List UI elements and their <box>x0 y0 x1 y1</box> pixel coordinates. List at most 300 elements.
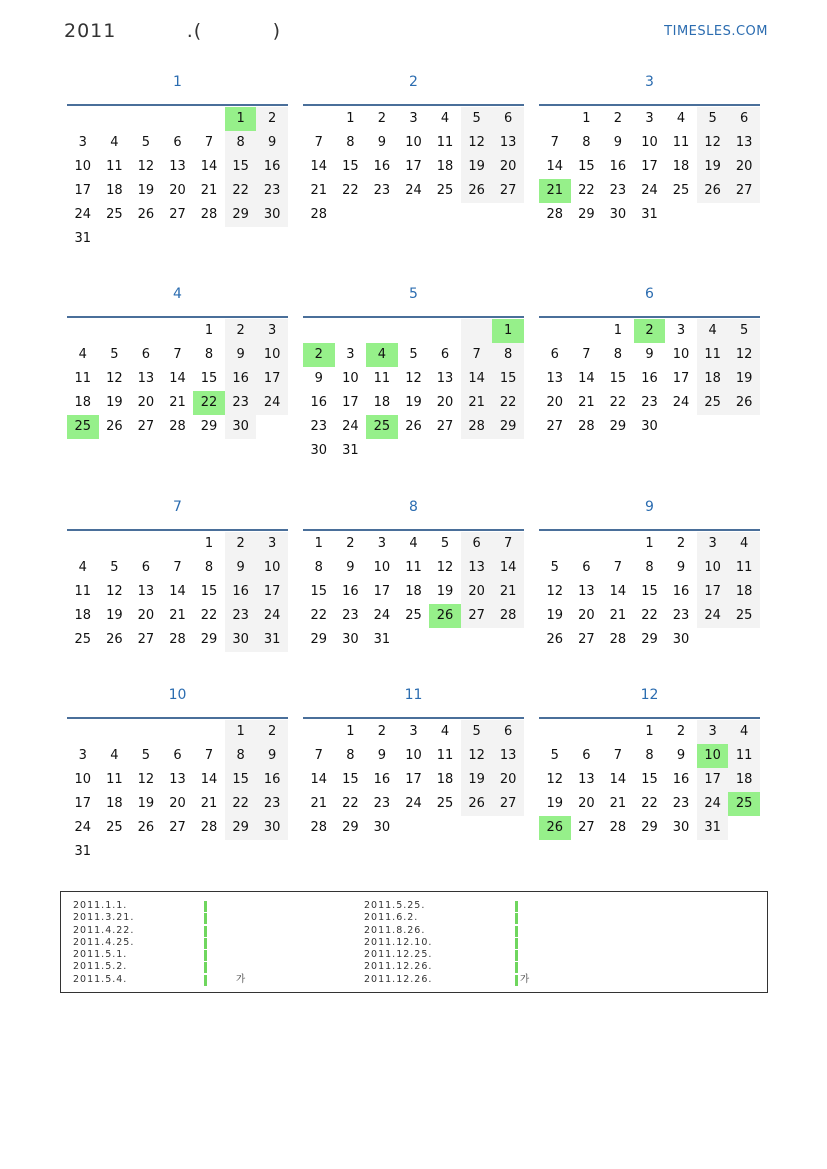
day-cell: 29 <box>609 419 627 434</box>
day-cell: 22 <box>200 608 218 623</box>
day-cell: 4 <box>728 720 760 744</box>
empty-cell <box>303 319 335 343</box>
day-cell: 29 <box>492 415 524 439</box>
day-cell: 10 <box>405 748 422 763</box>
day-grid <box>303 319 524 463</box>
empty-cell <box>602 720 634 744</box>
day-cell: 4 <box>110 135 119 150</box>
day-cell: 18 <box>697 367 729 391</box>
day-cell: 7 <box>550 135 559 150</box>
legend-column-left <box>73 900 247 986</box>
empty-cell <box>539 107 571 131</box>
day-cell: 23 <box>373 183 391 198</box>
day-cell: 14 <box>461 367 493 391</box>
day-grid <box>539 107 760 227</box>
day-cell: 26 <box>728 391 760 415</box>
day-cell: 23 <box>609 183 627 198</box>
day-cell: 18 <box>436 159 454 174</box>
day-cell: 5 <box>440 536 450 551</box>
empty-cell <box>571 720 603 744</box>
legend-marker <box>204 926 207 937</box>
day-cell: 3 <box>256 319 288 343</box>
day-cell: 31 <box>74 231 92 246</box>
day-cell: 28 <box>609 632 627 647</box>
day-cell: 13 <box>169 159 186 174</box>
empty-cell <box>335 319 367 343</box>
day-cell: 4 <box>78 347 87 362</box>
day-cell: 10 <box>256 556 288 580</box>
day-cell: 16 <box>225 367 257 391</box>
month-rule <box>67 529 288 531</box>
day-cell: 3 <box>377 536 387 551</box>
day-cell: 11 <box>373 371 391 386</box>
day-cell: 18 <box>74 395 92 410</box>
day-cell: 26 <box>461 179 493 203</box>
day-cell: 12 <box>728 343 760 367</box>
day-cell: 5 <box>110 560 119 575</box>
day-cell: 16 <box>373 772 391 787</box>
legend-marker <box>515 938 518 949</box>
month-name: 11 <box>404 687 423 703</box>
day-cell: 6 <box>141 347 151 362</box>
day-cell: 1 <box>346 111 355 126</box>
day-cell: 13 <box>436 371 454 386</box>
empty-cell <box>571 532 603 556</box>
day-cell: 6 <box>440 347 450 362</box>
day-grid <box>303 107 524 227</box>
day-cell: 22 <box>342 796 359 811</box>
legend-row <box>73 900 134 912</box>
day-cell: 15 <box>578 159 595 174</box>
day-cell: 26 <box>106 632 123 647</box>
day-cell: 21 <box>578 395 595 410</box>
day-cell: 28 <box>578 419 595 434</box>
day-cell: 14 <box>310 159 328 174</box>
day-cell: 6 <box>728 107 760 131</box>
day-cell: 25 <box>436 183 454 198</box>
day-cell: 4 <box>697 319 729 343</box>
day-cell: 19 <box>461 155 493 179</box>
empty-cell <box>571 319 603 343</box>
day-cell: 23 <box>641 395 658 410</box>
day-cell: 12 <box>106 371 123 386</box>
day-grid <box>67 319 288 439</box>
day-cell: 24 <box>405 183 422 198</box>
day-grid <box>67 107 288 251</box>
day-cell: 3 <box>409 724 418 739</box>
day-cell: 8 <box>645 748 654 763</box>
day-cell: 15 <box>225 768 257 792</box>
day-cell: 2 <box>676 724 686 739</box>
day-cell: 31 <box>342 443 359 458</box>
day-cell: 10 <box>641 135 658 150</box>
day-cell: 20 <box>169 796 186 811</box>
day-cell: 13 <box>461 556 493 580</box>
day-cell: 14 <box>200 159 218 174</box>
month-name: 9 <box>645 499 654 515</box>
legend-date: 2011.5.2. <box>73 961 128 973</box>
day-cell: 1 <box>492 319 524 343</box>
day-cell: 4 <box>366 343 398 367</box>
day-cell: 26 <box>697 179 729 203</box>
day-cell: 26 <box>137 207 155 222</box>
day-cell: 17 <box>405 772 422 787</box>
day-cell: 11 <box>697 343 729 367</box>
day-cell: 24 <box>405 796 422 811</box>
day-cell: 9 <box>225 556 257 580</box>
day-cell: 20 <box>137 608 155 623</box>
day-cell: 28 <box>200 820 218 835</box>
day-cell: 6 <box>492 107 524 131</box>
day-cell: 5 <box>461 720 493 744</box>
day-cell: 25 <box>106 207 123 222</box>
legend-date: 2011.1.1. <box>73 900 128 911</box>
day-cell: 28 <box>169 632 186 647</box>
day-cell: 11 <box>106 159 123 174</box>
day-cell: 30 <box>342 632 359 647</box>
day-cell: 1 <box>346 724 355 739</box>
day-cell: 4 <box>440 111 450 126</box>
day-cell: 24 <box>74 820 92 835</box>
empty-cell <box>162 319 194 343</box>
day-cell: 5 <box>550 560 559 575</box>
day-cell: 15 <box>609 371 627 386</box>
day-cell: 23 <box>225 391 257 415</box>
day-cell: 29 <box>200 632 218 647</box>
day-cell: 21 <box>169 608 186 623</box>
day-cell: 9 <box>225 343 257 367</box>
day-cell: 20 <box>492 155 524 179</box>
day-cell: 29 <box>225 816 257 840</box>
day-cell: 20 <box>137 395 155 410</box>
day-cell: 9 <box>676 748 686 763</box>
empty-cell <box>366 319 398 343</box>
month-name: 12 <box>640 687 659 703</box>
empty-cell <box>99 107 131 131</box>
day-cell: 29 <box>200 419 218 434</box>
day-cell: 16 <box>672 584 690 599</box>
day-cell: 23 <box>256 792 288 816</box>
day-cell: 24 <box>74 207 92 222</box>
month-5 <box>303 286 524 463</box>
day-cell: 14 <box>546 159 564 174</box>
day-cell: 29 <box>225 203 257 227</box>
day-cell: 13 <box>728 131 760 155</box>
day-cell: 14 <box>578 371 595 386</box>
month-name: 10 <box>168 687 187 703</box>
day-cell: 27 <box>492 179 524 203</box>
day-cell: 19 <box>137 796 155 811</box>
day-cell: 21 <box>310 183 328 198</box>
day-cell: 1 <box>225 107 257 131</box>
day-cell: 30 <box>609 207 627 222</box>
day-cell: 1 <box>225 720 257 744</box>
month-name: 1 <box>173 74 182 90</box>
legend-row <box>73 937 134 949</box>
day-cell: 16 <box>225 580 257 604</box>
day-cell: 18 <box>373 395 391 410</box>
empty-cell <box>162 720 194 744</box>
day-cell: 1 <box>314 536 323 551</box>
legend-marker <box>515 901 518 912</box>
day-cell: 31 <box>74 844 92 859</box>
empty-cell <box>99 319 131 343</box>
day-cell: 20 <box>436 395 454 410</box>
legend-marker <box>515 975 518 986</box>
day-cell: 31 <box>641 207 658 222</box>
legend-row <box>364 900 432 912</box>
day-cell: 20 <box>461 580 493 604</box>
day-cell: 31 <box>256 628 288 652</box>
day-cell: 17 <box>74 796 92 811</box>
legend-row <box>364 925 432 937</box>
day-cell: 15 <box>641 584 658 599</box>
day-cell: 2 <box>346 536 355 551</box>
day-cell: 15 <box>492 367 524 391</box>
day-cell: 3 <box>697 720 729 744</box>
legend-holiday-name: 가 <box>236 973 247 985</box>
month-2 <box>303 74 524 227</box>
day-cell: 13 <box>546 371 564 386</box>
day-cell: 6 <box>141 560 151 575</box>
day-cell: 5 <box>409 347 418 362</box>
day-cell: 1 <box>582 111 591 126</box>
day-cell: 12 <box>137 159 155 174</box>
day-cell: 27 <box>436 419 454 434</box>
day-cell: 17 <box>697 580 729 604</box>
day-cell: 30 <box>256 203 288 227</box>
day-cell: 17 <box>342 395 359 410</box>
day-cell: 25 <box>405 608 422 623</box>
day-cell: 23 <box>672 608 690 623</box>
legend-row <box>73 925 134 937</box>
day-cell: 22 <box>609 395 627 410</box>
day-cell: 18 <box>106 183 123 198</box>
month-name: 6 <box>645 286 654 302</box>
day-cell: 13 <box>492 744 524 768</box>
day-cell: 8 <box>492 343 524 367</box>
legend-date: 2011.4.25. <box>73 936 135 948</box>
empty-cell <box>130 532 162 556</box>
day-cell: 30 <box>225 415 257 439</box>
day-cell: 27 <box>461 604 493 628</box>
day-cell: 17 <box>256 367 288 391</box>
day-cell: 29 <box>641 632 658 647</box>
day-cell: 31 <box>373 632 391 647</box>
day-cell: 16 <box>373 159 391 174</box>
day-cell: 30 <box>256 816 288 840</box>
day-cell: 17 <box>405 159 422 174</box>
day-cell: 10 <box>256 343 288 367</box>
day-cell: 22 <box>641 608 658 623</box>
day-cell: 13 <box>169 772 186 787</box>
day-cell: 30 <box>672 820 690 835</box>
day-cell: 18 <box>405 584 422 599</box>
month-rule <box>303 316 524 318</box>
legend-marker <box>204 962 207 973</box>
month-name: 7 <box>173 499 182 515</box>
day-cell: 4 <box>78 560 87 575</box>
day-cell: 11 <box>728 744 760 768</box>
day-cell: 5 <box>697 107 729 131</box>
month-12 <box>539 687 760 840</box>
day-cell: 15 <box>641 772 658 787</box>
day-cell: 30 <box>225 628 257 652</box>
empty-cell <box>130 319 162 343</box>
day-cell: 13 <box>578 772 595 787</box>
day-cell: 10 <box>697 556 729 580</box>
day-cell: 19 <box>728 367 760 391</box>
day-cell: 5 <box>110 347 119 362</box>
day-cell: 22 <box>342 183 359 198</box>
day-cell: 27 <box>546 419 564 434</box>
legend-holiday-name: 가 <box>520 973 531 985</box>
day-cell: 19 <box>697 155 729 179</box>
day-cell: 19 <box>137 183 155 198</box>
day-grid <box>303 532 524 652</box>
day-cell: 7 <box>314 135 323 150</box>
day-cell: 18 <box>106 796 123 811</box>
day-cell: 17 <box>373 584 391 599</box>
day-cell: 10 <box>74 772 92 787</box>
day-cell: 12 <box>461 131 493 155</box>
day-cell: 26 <box>405 419 422 434</box>
legend-date: 2011.4.22. <box>73 924 135 936</box>
legend-marker <box>204 938 207 949</box>
month-9 <box>539 499 760 652</box>
day-cell: 13 <box>137 371 155 386</box>
day-cell: 3 <box>256 532 288 556</box>
day-cell: 17 <box>74 183 92 198</box>
day-cell: 8 <box>314 560 323 575</box>
legend-marker <box>515 962 518 973</box>
day-cell: 27 <box>137 632 155 647</box>
day-cell: 8 <box>346 135 355 150</box>
day-cell: 1 <box>645 536 654 551</box>
day-cell: 16 <box>672 772 690 787</box>
day-cell: 22 <box>225 179 257 203</box>
month-name: 4 <box>173 286 182 302</box>
day-cell: 9 <box>256 131 288 155</box>
day-cell: 21 <box>609 796 627 811</box>
day-cell: 2 <box>303 343 335 367</box>
day-cell: 11 <box>106 772 123 787</box>
day-cell: 17 <box>256 580 288 604</box>
day-cell: 27 <box>578 820 595 835</box>
day-cell: 5 <box>461 107 493 131</box>
month-rule <box>67 717 288 719</box>
day-cell: 23 <box>672 796 690 811</box>
day-cell: 19 <box>405 395 422 410</box>
day-cell: 19 <box>546 608 564 623</box>
day-cell: 27 <box>169 207 186 222</box>
day-cell: 15 <box>200 584 218 599</box>
day-cell: 20 <box>578 796 595 811</box>
day-cell: 3 <box>697 532 729 556</box>
day-cell: 26 <box>106 419 123 434</box>
day-cell: 27 <box>169 820 186 835</box>
day-grid <box>539 319 760 439</box>
day-cell: 14 <box>200 772 218 787</box>
empty-cell <box>162 532 194 556</box>
day-cell: 2 <box>256 720 288 744</box>
day-cell: 21 <box>461 391 493 415</box>
legend-row <box>364 973 531 986</box>
day-cell: 23 <box>256 179 288 203</box>
site-link[interactable]: TIMESLES.COM <box>664 24 768 39</box>
month-rule <box>67 316 288 318</box>
legend-date: 2011.6.2. <box>364 912 419 924</box>
day-cell: 29 <box>310 632 328 647</box>
day-cell: 7 <box>492 532 524 556</box>
day-cell: 6 <box>550 347 559 362</box>
day-cell: 21 <box>200 183 218 198</box>
day-cell: 3 <box>676 323 686 338</box>
day-cell: 7 <box>582 347 591 362</box>
day-cell: 22 <box>492 391 524 415</box>
day-cell: 21 <box>200 796 218 811</box>
day-grid <box>539 532 760 652</box>
day-cell: 6 <box>173 135 182 150</box>
day-cell: 16 <box>641 371 658 386</box>
day-cell: 9 <box>346 560 355 575</box>
day-cell: 15 <box>225 155 257 179</box>
day-cell: 25 <box>366 415 398 439</box>
day-cell: 4 <box>440 724 450 739</box>
day-cell: 6 <box>461 532 493 556</box>
empty-cell <box>67 319 99 343</box>
day-cell: 25 <box>74 632 92 647</box>
month-8 <box>303 499 524 652</box>
day-cell: 2 <box>613 111 623 126</box>
day-cell: 24 <box>256 391 288 415</box>
day-cell: 21 <box>609 608 627 623</box>
day-cell: 24 <box>697 604 729 628</box>
holiday-legend <box>60 891 768 993</box>
day-cell: 12 <box>106 584 123 599</box>
day-cell: 8 <box>582 135 591 150</box>
empty-cell <box>303 107 335 131</box>
day-cell: 9 <box>377 135 387 150</box>
day-cell: 8 <box>645 560 654 575</box>
month-name: 8 <box>409 499 418 515</box>
legend-row <box>364 949 432 961</box>
day-cell: 4 <box>110 748 119 763</box>
day-cell: 9 <box>256 744 288 768</box>
empty-cell <box>193 107 225 131</box>
day-cell: 30 <box>672 632 690 647</box>
empty-cell <box>99 720 131 744</box>
day-cell: 27 <box>578 632 595 647</box>
day-cell: 3 <box>346 347 355 362</box>
day-cell: 25 <box>67 415 99 439</box>
day-cell: 30 <box>310 443 328 458</box>
day-cell: 20 <box>546 395 564 410</box>
day-cell: 15 <box>342 772 359 787</box>
day-cell: 23 <box>342 608 359 623</box>
legend-date: 2011.5.4. <box>73 973 128 985</box>
month-rule <box>539 529 760 531</box>
day-cell: 26 <box>539 816 571 840</box>
day-cell: 9 <box>377 748 387 763</box>
day-cell: 24 <box>672 395 690 410</box>
day-cell: 24 <box>256 604 288 628</box>
day-cell: 16 <box>609 159 627 174</box>
day-cell: 2 <box>377 111 387 126</box>
day-cell: 25 <box>728 792 760 816</box>
legend-marker <box>204 975 207 986</box>
day-cell: 24 <box>641 183 658 198</box>
